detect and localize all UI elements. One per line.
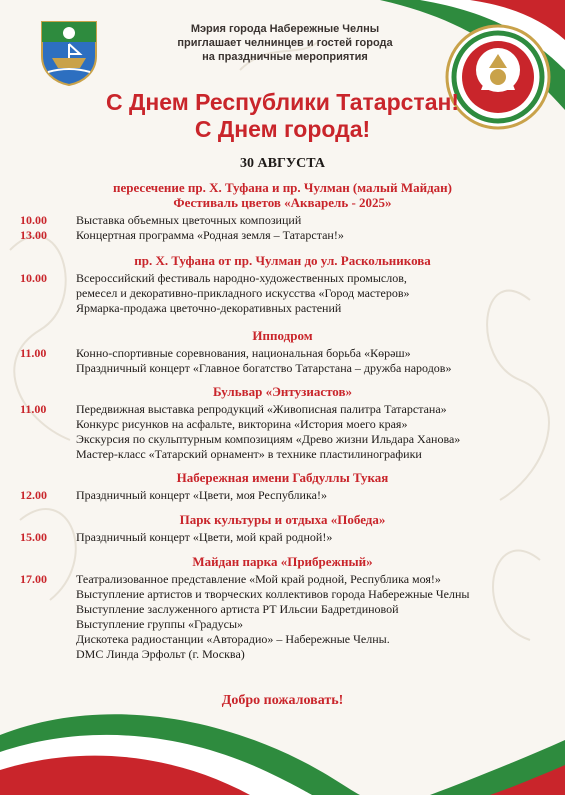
event-row [20, 530, 545, 545]
event-description: Ярмарка-продажа цветочно-декоративных растений [76, 301, 342, 315]
venue-line: Майдан парка «Прибрежный» [192, 554, 373, 569]
title-line-republic: С Днем Республики Татарстан! [105, 89, 460, 115]
event-row [20, 402, 545, 462]
venue-heading [20, 253, 545, 268]
event-description: Театрализованное представление «Мой край родной, Республика моя!» [76, 572, 441, 586]
title-line-city: С Днем города! [194, 116, 371, 142]
venue-line: Набережная имени Габдуллы Тукая [176, 470, 389, 485]
event-description: Конно-спортивные соревнования, национальная борьба «Көрәш» [76, 346, 411, 360]
event-time: 15.00 [20, 530, 47, 544]
venue-heading [20, 470, 545, 485]
event-row [20, 572, 545, 662]
event-time: 17.00 [20, 572, 47, 586]
event-description: Выступление заслуженного артиста РТ Ильсии Бадретдиновой [76, 602, 399, 616]
venue-line: Бульвар «Энтузиастов» [212, 384, 353, 399]
event-description: Праздничный концерт «Цвети, мой край родной!» [76, 530, 333, 544]
event-description: Передвижная выставка репродукций «Живописная палитра Татарстана» [76, 402, 447, 416]
event-row [20, 488, 545, 503]
welcome-message: Добро пожаловать! [221, 693, 344, 708]
event-time: 10.00 [20, 271, 47, 285]
schedule-section-small-maidan [20, 180, 545, 243]
event-row [20, 213, 545, 228]
event-description: ремесел и декоративно-прикладного искусства «Город мастеров» [76, 286, 410, 300]
venue-line: пр. Х. Туфана от пр. Чулман до ул. Раскольникова [134, 253, 431, 268]
venue-heading [20, 328, 545, 343]
header-line: на праздничные мероприятия [202, 51, 368, 63]
header-line: Мэрия города Набережные Челны [190, 23, 380, 35]
schedule-section-entuziastov-boulevard [20, 384, 545, 462]
event-description: Праздничный концерт «Цвети, моя Республика!» [76, 488, 327, 502]
event-date: 30 АВГУСТА [240, 156, 325, 171]
event-description: Дискотека радиостанции «Авторадио» – Набережные Челны. [76, 632, 390, 646]
venue-line: Ипподром [252, 328, 313, 343]
event-time: 12.00 [20, 488, 47, 502]
event-description: Праздничный концерт «Главное богатство Татарстана – дружба народов» [76, 361, 452, 375]
event-row [20, 346, 545, 376]
event-description: Всероссийский фестиваль народно-художественных промыслов, [76, 271, 407, 285]
venue-heading [20, 384, 545, 399]
page-title [60, 89, 505, 143]
event-time: 11.00 [20, 402, 47, 416]
event-row [20, 271, 545, 316]
event-time: 13.00 [20, 228, 47, 242]
event-description: Выступление артистов и творческих коллективов города Набережные Челны [76, 587, 470, 601]
venue-heading [20, 512, 545, 527]
schedule-section-hippodrome [20, 328, 545, 376]
event-description: Мастер-класс «Татарский орнамент» в технике пластилинографики [76, 447, 422, 461]
schedule-section-pribrezhny-park [20, 554, 545, 662]
event-description: Концертная программа «Родная земля – Татарстан!» [76, 228, 344, 242]
venue-heading [20, 554, 545, 569]
venue-line: Парк культуры и отдыха «Победа» [179, 512, 386, 527]
event-time: 10.00 [20, 213, 47, 227]
event-time: 11.00 [20, 346, 47, 360]
venue-line: пересечение пр. Х. Туфана и пр. Чулман (малый Майдан) [113, 180, 452, 195]
header-invitation [150, 22, 420, 64]
header-line: приглашает челнинцев и гостей города [177, 37, 393, 49]
venue-heading [20, 180, 545, 210]
schedule-section-tufan-avenue [20, 253, 545, 316]
city-coat-of-arms-icon [40, 20, 98, 86]
venue-line: Фестиваль цветов «Акварель - 2025» [173, 195, 392, 210]
event-description: Конкурс рисунков на асфальте, викторина «История моего края» [76, 417, 408, 431]
event-description: Экскурсия по скульптурным композициям «Древо жизни Ильдара Ханова» [76, 432, 461, 446]
event-row [20, 228, 545, 243]
event-description: Выступление группы «Градусы» [76, 617, 244, 631]
schedule-section-pobeda-park [20, 512, 545, 545]
schedule-section-tukay-embankment [20, 470, 545, 503]
event-description: DMC Линда Эрфольт (г. Москва) [76, 647, 245, 661]
event-description: Выставка объемных цветочных композиций [76, 213, 302, 227]
